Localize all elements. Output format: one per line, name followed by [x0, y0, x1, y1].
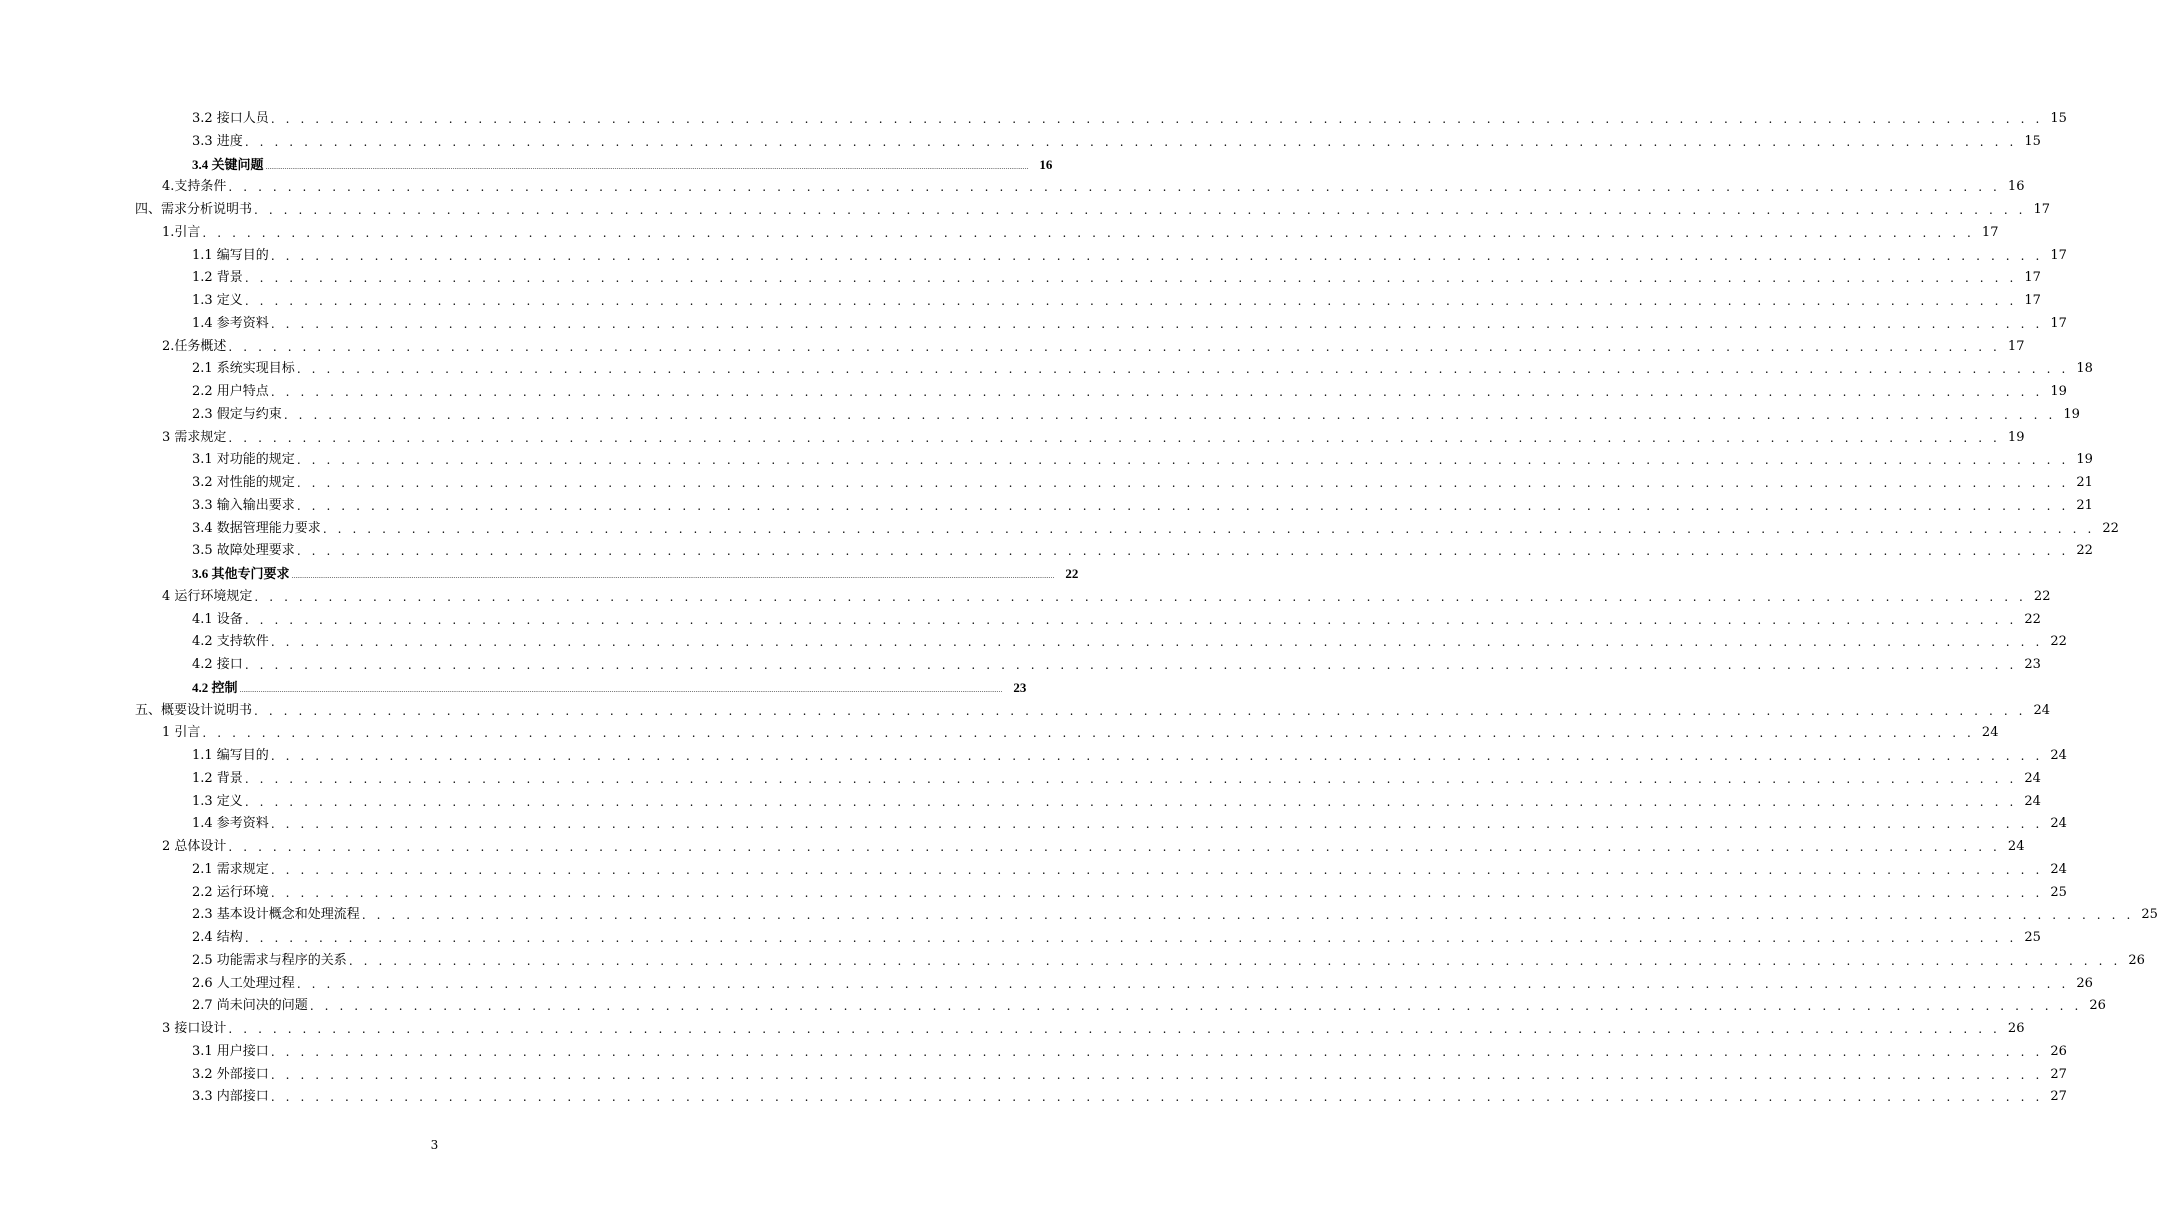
toc-entry-page-number: 22 [2033, 588, 2051, 604]
toc-entry[interactable] [162, 221, 1999, 241]
toc-dot-leader: . . . . . . . . . . . . . . . . . . . . . . . . . . . . . . . . . . . . . . . . . . . . . . . . . . . . . . . . . . . . . . . . . . . . . . . . . . . . . . . . . . . . . . . . . . . . . . . . . . . . . . . . . . . . . . . . . . . . . . . . [254, 703, 2027, 718]
toc-entry-page-number: 26 [2076, 975, 2093, 991]
toc-entry-label: 4.支持条件 [162, 179, 227, 195]
toc-entry[interactable] [192, 653, 2041, 673]
toc-entry[interactable] [192, 494, 2093, 514]
toc-dot-leader: . . . . . . . . . . . . . . . . . . . . . . . . . . . . . . . . . . . . . . . . . . . . . . . . . . . . . . . . . . . . . . . . . . . . . . . . . . . . . . . . . . . . . . . . . . . . . . . . . . . . . . . . . . . . . . . . . . . . . . . . [296, 362, 2069, 377]
toc-dot-leader: . . . . . . . . . . . . . . . . . . . . . . . . . . . . . . . . . . . . . . . . . . . . . . . . . . . . . . . . . . . . . . . . . . . . . . . . . . . . . . . . . . . . . . . . . . . . . . . . . . . . . . . . . . . . . . . . . . . . . . . . [270, 112, 2043, 126]
toc-entry[interactable] [192, 244, 2067, 264]
toc-entry[interactable] [192, 744, 2067, 764]
toc-entry[interactable] [192, 676, 1027, 696]
toc-entry-label: 3.4 数据管理能力要求 [192, 520, 321, 536]
toc-entry-label: 1.4 参考资料 [192, 816, 269, 832]
toc-entry-page-number: 15 [2024, 133, 2041, 149]
toc-entry-label: 四、需求分析说明书 [135, 202, 253, 217]
toc-entry-page-number: 26 [2089, 998, 2106, 1014]
toc-entry-label: 2.3 基本设计概念和处理流程 [192, 907, 360, 923]
toc-dot-leader: . . . . . . . . . . . . . . . . . . . . . . . . . . . . . . . . . . . . . . . . . . . . . . . . . . . . . . . . . . . . . . . . . . . . . . . . . . . . . . . . . . . . . . . . . . . . . . . . . . . . . . . . . . . . . . . . . . . . . . . . [348, 953, 2121, 968]
toc-entry-page-number: 24 [2033, 702, 2051, 718]
toc-entry[interactable] [192, 1085, 2067, 1105]
toc-entry[interactable] [192, 1040, 2067, 1060]
toc-dot-leader: . . . . . . . . . . . . . . . . . . . . . . . . . . . . . . . . . . . . . . . . . . . . . . . . . . . . . . . . . . . . . . . . . . . . . . . . . . . . . . . . . . . . . . . . . . . . . . . . . . . . . . . . . . . . . . . . . . . . . . . . [283, 407, 2056, 422]
toc-entry-page-number: 21 [2076, 475, 2093, 490]
toc-entry-page-number: 26 [2128, 952, 2145, 968]
toc-entry[interactable] [192, 1063, 2067, 1083]
toc-entry[interactable] [135, 699, 2051, 719]
toc-entry-label: 2.3 假定与约束 [192, 406, 282, 422]
toc-dot-leader: . . . . . . . . . . . . . . . . . . . . . . . . . . . . . . . . . . . . . . . . . . . . . . . . . . . . . . . . . . . . . . . . . . . . . . . . . . . . . . . . . . . . . . . . . . . . . . . . . . . . . . . . . . . . . . . . . . . . . . . . [270, 316, 2043, 331]
toc-entry-page-number: 19 [2076, 452, 2093, 468]
toc-entry-page-number: 27 [2050, 1089, 2067, 1105]
toc-entry-page-number: 24 [2050, 816, 2067, 832]
toc-entry[interactable] [192, 517, 2119, 537]
toc-entry[interactable] [192, 403, 2080, 423]
toc-entry-label: 1.1 编写目的 [192, 247, 269, 263]
toc-entry[interactable] [162, 426, 2025, 446]
toc-entry-page-number: 23 [1013, 679, 1027, 695]
toc-entry-page-number: 18 [2076, 361, 2093, 377]
toc-entry[interactable] [192, 107, 2067, 127]
toc-dot-leader: . . . . . . . . . . . . . . . . . . . . . . . . . . . . . . . . . . . . . . . . . . . . . . . . . . . . . . . . . . . . . . . . . . . . . . . . . . . . . . . . . . . . . . . . . . . . . . . . . . . . . . . . . . . . . . . . . . . . . . . . [270, 749, 2043, 763]
toc-entry[interactable] [192, 858, 2067, 878]
toc-entry-page-number: 24 [2007, 839, 2025, 854]
toc-dot-leader: . . . . . . . . . . . . . . . . . . . . . . . . . . . . . . . . . . . . . . . . . . . . . . . . . . . . . . . . . . . . . . . . . . . . . . . . . . . . . . . . . . . . . . . . . . . . . . . . . . . . . . . . . . . . . . . . . . . . . . . . [309, 999, 2082, 1014]
toc-entry-label: 2.6 人工处理过程 [192, 975, 295, 991]
toc-entry[interactable] [192, 289, 2041, 309]
toc-entry-label: 3.2 对性能的规定 [192, 475, 295, 490]
toc-entry[interactable] [192, 926, 2041, 946]
toc-dot-leader: . . . . . . . . . . . . . . . . . . . . . . . . . . . . . . . . . . . . . . . . . . . . . . . . . . . . . . . . . . . . . . . . . . . . . . . . . . . . . . . . . . . . . . . . . . . . . . . . . . . . . . . . . . . . . . . . . . . . . . . . [228, 840, 2001, 854]
toc-entry-page-number: 15 [2050, 111, 2067, 126]
toc-dot-leader: . . . . . . . . . . . . . . . . . . . . . . . . . . . . . . . . . . . . . . . . . . . . . . . . . . . . . . . . . . . . . . . . . . . . . . . . . . . . . . . . . . . . . . . . . . . . . . . . . . . . . . . . . . . . . . . . . . . . . . . . [270, 817, 2043, 832]
toc-entry-page-number: 19 [2050, 384, 2067, 399]
toc-dot-leader: . . . . . . . . . . . . . . . . . . . . . . . . . . . . . . . . . . . . . . . . . . . . . . . . . . . . . . . . . . . . . . . . . . . . . . . . . . . . . . . . . . . . . . . . . . . . . . . . . . . . . . . . . . . . . . . . . . . . . . . . [296, 544, 2069, 559]
toc-entry-page-number: 16 [2007, 179, 2025, 195]
toc-entry-page-number: 17 [2050, 315, 2067, 331]
toc-dot-leader: . . . . . . . . . . . . . . . . . . . . . . . . . . . . . . . . . . . . . . . . . . . . . . . . . . . . . . . . . . . . . . . . . . . . . . . . . . . . . . . . . . . . . . . . . . . . . . . . . . . . . . . . . . . . . . . . . . . . . . . . [270, 248, 2043, 263]
toc-dot-leader: . . . . . . . . . . . . . . . . . . . . . . . . . . . . . . . . . . . . . . . . . . . . . . . . . . . . . . . . . . . . . . . . . . . . . . . . . . . . . . . . . . . . . . . . . . . . . . . . . . . . . . . . . . . . . . . . . . . . . . . . [244, 931, 2017, 945]
toc-entry-page-number: 16 [1039, 156, 1053, 172]
toc-dot-leader: . . . . . . . . . . . . . . . . . . . . . . . . . . . . . . . . . . . . . . . . . . . . . . . . . . . . . . . . . . . . . . . . . . . . . . . . . . . . . . . . . . . . . . . . . . . . . . . . . . . . . . . . . . . . . . . . . . . . . . . . [244, 771, 2017, 786]
toc-dot-leader: . . . . . . . . . . . . . . . . . . . . . . . . . . . . . . . . . . . . . . . . . . . . . . . . . . . . . . . . . . . . . . . . . . . . . . . . . . . . . . . . . . . . . . . . . . . . . . . . . . . . . . . . . . . . . . . . . . . . . . . . [270, 1044, 2043, 1059]
toc-entry-label: 3.1 用户接口 [192, 1043, 269, 1059]
toc-entry-label: 3.3 内部接口 [192, 1089, 269, 1105]
toc-entry[interactable] [192, 630, 2067, 650]
toc-entry-label: 3.5 故障处理要求 [192, 543, 295, 559]
toc-entry-page-number: 22 [1065, 566, 1079, 581]
toc-entry-label: 2.5 功能需求与程序的关系 [192, 952, 347, 968]
toc-entry[interactable] [192, 881, 2067, 901]
toc-entry-label: 2.4 结构 [192, 930, 243, 945]
toc-entry-label: 1.引言 [162, 224, 201, 240]
toc-dot-leader: . . . . . . . . . . . . . . . . . . . . . . . . . . . . . . . . . . . . . . . . . . . . . . . . . . . . . . . . . . . . . . . . . . . . . . . . . . . . . . . . . . . . . . . . . . . . . . . . . . . . . . . . . . . . . . . . . . . . . . . . [270, 1067, 2043, 1082]
toc-dot-leader: . . . . . . . . . . . . . . . . . . . . . . . . . . . . . . . . . . . . . . . . . . . . . . . . . . . . . . . . . . . . . . . . . . . . . . . . . . . . . . . . . . . . . . . . . . . . . . . . . . . . . . . . . . . . . . . . . . . . . . . . [270, 862, 2043, 877]
toc-dot-leader: . . . . . . . . . . . . . . . . . . . . . . . . . . . . . . . . . . . . . . . . . . . . . . . . . . . . . . . . . . . . . . . . . . . . . . . . . . . . . . . . . . . . . . . . . . . . . . . . . . . . . . . . . . . . . . . . . . . . . . . . [296, 498, 2069, 513]
toc-dot-leader: . . . . . . . . . . . . . . . . . . . . . . . . . . . . . . . . . . . . . . . . . . . . . . . . . . . . . . . . . . . . . . . . . . . . . . . . . . . . . . . . . . . . . . . . . . . . . . . . . . . . . . . . . . . . . . . . . . . . . . . . [228, 180, 2001, 195]
toc-entry-label: 1.3 定义 [192, 293, 243, 308]
toc-entry-label: 五、概要设计说明书 [135, 702, 253, 718]
toc-dot-leader: . . . . . . . . . . . . . . . . . . . . . . . . . . . . . . . . . . . . . . . . . . . . . . . . . . . . . . . . . . . . . . . . . . . . . . . . . . . . . . . . . . . . . . . . . . . . . . . . . . . . . . . . . . . . . . . . . . . . . . . . [270, 885, 2043, 900]
toc-dot-leader: . . . . . . . . . . . . . . . . . . . . . . . . . . . . . . . . . . . . . . . . . . . . . . . . . . . . . . . . . . . . . . . . . . . . . . . . . . . . . . . . . . . . . . . . . . . . . . . . . . . . . . . . . . . . . . . . . . . . . . . . [270, 385, 2043, 399]
toc-entry-label: 2.1 系统实现目标 [192, 361, 295, 377]
toc-entry-page-number: 24 [2050, 861, 2067, 877]
toc-entry-label: 2 总体设计 [162, 839, 227, 854]
toc-entry-page-number: 24 [1981, 725, 1999, 741]
toc-entry-label: 3 接口设计 [162, 1021, 227, 1036]
toc-entry-page-number: 24 [2050, 748, 2067, 763]
page-number: 3 [430, 1138, 439, 1152]
toc-dot-leader: ................................................................................................................................................................................................................................................................................................................................................................................................................ [239, 686, 1003, 694]
toc-entry-label: 1.2 背景 [192, 770, 243, 786]
toc-dot-leader: . . . . . . . . . . . . . . . . . . . . . . . . . . . . . . . . . . . . . . . . . . . . . . . . . . . . . . . . . . . . . . . . . . . . . . . . . . . . . . . . . . . . . . . . . . . . . . . . . . . . . . . . . . . . . . . . . . . . . . . . [270, 635, 2043, 650]
toc-entry[interactable] [192, 153, 1053, 173]
toc-entry[interactable] [162, 335, 2025, 355]
toc-entry-page-number: 22 [2050, 634, 2067, 650]
toc-entry-page-number: 17 [2033, 202, 2051, 217]
toc-entry[interactable] [192, 994, 2106, 1014]
toc-entry-page-number: 17 [2024, 293, 2041, 308]
toc-entry-label: 2.任务概述 [162, 338, 227, 354]
toc-entry[interactable] [162, 585, 2051, 605]
toc-entry[interactable] [192, 266, 2041, 286]
toc-entry-page-number: 26 [2050, 1043, 2067, 1059]
toc-entry-label: 1.2 背景 [192, 270, 243, 286]
toc-dot-leader: . . . . . . . . . . . . . . . . . . . . . . . . . . . . . . . . . . . . . . . . . . . . . . . . . . . . . . . . . . . . . . . . . . . . . . . . . . . . . . . . . . . . . . . . . . . . . . . . . . . . . . . . . . . . . . . . . . . . . . . . [244, 294, 2017, 308]
toc-dot-leader: ................................................................................................................................................................................................................................................................................................................................................................................................................ [291, 573, 1055, 580]
toc-entry-label: 3 需求规定 [162, 429, 227, 445]
toc-dot-leader: . . . . . . . . . . . . . . . . . . . . . . . . . . . . . . . . . . . . . . . . . . . . . . . . . . . . . . . . . . . . . . . . . . . . . . . . . . . . . . . . . . . . . . . . . . . . . . . . . . . . . . . . . . . . . . . . . . . . . . . . [202, 225, 1975, 240]
toc-entry[interactable] [192, 790, 2041, 810]
toc-dot-leader: . . . . . . . . . . . . . . . . . . . . . . . . . . . . . . . . . . . . . . . . . . . . . . . . . . . . . . . . . . . . . . . . . . . . . . . . . . . . . . . . . . . . . . . . . . . . . . . . . . . . . . . . . . . . . . . . . . . . . . . . [202, 726, 1975, 741]
toc-entry[interactable] [162, 721, 1999, 741]
toc-entry-label: 1.1 编写目的 [192, 748, 269, 763]
toc-entry-label: 3.6 其他专门要求 [192, 566, 290, 581]
toc-entry[interactable] [192, 949, 2145, 969]
toc-entry-page-number: 19 [2007, 429, 2025, 445]
toc-dot-leader: . . . . . . . . . . . . . . . . . . . . . . . . . . . . . . . . . . . . . . . . . . . . . . . . . . . . . . . . . . . . . . . . . . . . . . . . . . . . . . . . . . . . . . . . . . . . . . . . . . . . . . . . . . . . . . . . . . . . . . . . [270, 1090, 2043, 1105]
toc-dot-leader: . . . . . . . . . . . . . . . . . . . . . . . . . . . . . . . . . . . . . . . . . . . . . . . . . . . . . . . . . . . . . . . . . . . . . . . . . . . . . . . . . . . . . . . . . . . . . . . . . . . . . . . . . . . . . . . . . . . . . . . . [228, 339, 2001, 354]
toc-entry-page-number: 25 [2024, 930, 2041, 945]
toc-entry-label: 1.3 定义 [192, 793, 243, 809]
toc-entry-label: 4.1 设备 [192, 611, 243, 627]
toc-entry-label: 3.1 对功能的规定 [192, 452, 295, 468]
toc-entry[interactable] [162, 175, 2025, 195]
toc-entry[interactable] [192, 767, 2041, 787]
toc-dot-leader: . . . . . . . . . . . . . . . . . . . . . . . . . . . . . . . . . . . . . . . . . . . . . . . . . . . . . . . . . . . . . . . . . . . . . . . . . . . . . . . . . . . . . . . . . . . . . . . . . . . . . . . . . . . . . . . . . . . . . . . . [296, 453, 2069, 468]
toc-dot-leader: ................................................................................................................................................................................................................................................................................................................................................................................................................ [265, 163, 1029, 171]
toc-dot-leader: . . . . . . . . . . . . . . . . . . . . . . . . . . . . . . . . . . . . . . . . . . . . . . . . . . . . . . . . . . . . . . . . . . . . . . . . . . . . . . . . . . . . . . . . . . . . . . . . . . . . . . . . . . . . . . . . . . . . . . . . [296, 476, 2069, 490]
toc-entry[interactable] [192, 471, 2093, 491]
toc-dot-leader: . . . . . . . . . . . . . . . . . . . . . . . . . . . . . . . . . . . . . . . . . . . . . . . . . . . . . . . . . . . . . . . . . . . . . . . . . . . . . . . . . . . . . . . . . . . . . . . . . . . . . . . . . . . . . . . . . . . . . . . . [361, 908, 2134, 923]
toc-entry[interactable] [192, 130, 2041, 150]
toc-entry-page-number: 25 [2050, 884, 2067, 900]
toc-entry-label: 3.3 输入输出要求 [192, 497, 295, 513]
toc-entry[interactable] [192, 380, 2067, 400]
toc-dot-leader: . . . . . . . . . . . . . . . . . . . . . . . . . . . . . . . . . . . . . . . . . . . . . . . . . . . . . . . . . . . . . . . . . . . . . . . . . . . . . . . . . . . . . . . . . . . . . . . . . . . . . . . . . . . . . . . . . . . . . . . . [244, 612, 2017, 627]
toc-dot-leader: . . . . . . . . . . . . . . . . . . . . . . . . . . . . . . . . . . . . . . . . . . . . . . . . . . . . . . . . . . . . . . . . . . . . . . . . . . . . . . . . . . . . . . . . . . . . . . . . . . . . . . . . . . . . . . . . . . . . . . . . [228, 430, 2001, 445]
toc-entry-page-number: 27 [2050, 1066, 2067, 1082]
toc-entry-label: 4.2 控制 [192, 679, 238, 695]
toc-entry-page-number: 25 [2141, 907, 2158, 923]
toc-entry-page-number: 17 [1981, 224, 1999, 240]
toc-dot-leader: . . . . . . . . . . . . . . . . . . . . . . . . . . . . . . . . . . . . . . . . . . . . . . . . . . . . . . . . . . . . . . . . . . . . . . . . . . . . . . . . . . . . . . . . . . . . . . . . . . . . . . . . . . . . . . . . . . . . . . . . [244, 658, 2017, 672]
toc-dot-leader: . . . . . . . . . . . . . . . . . . . . . . . . . . . . . . . . . . . . . . . . . . . . . . . . . . . . . . . . . . . . . . . . . . . . . . . . . . . . . . . . . . . . . . . . . . . . . . . . . . . . . . . . . . . . . . . . . . . . . . . . [322, 521, 2095, 536]
toc-entry-label: 2.1 需求规定 [192, 861, 269, 877]
toc-entry[interactable] [192, 812, 2067, 832]
toc-entry[interactable] [192, 448, 2093, 468]
toc-dot-leader: . . . . . . . . . . . . . . . . . . . . . . . . . . . . . . . . . . . . . . . . . . . . . . . . . . . . . . . . . . . . . . . . . . . . . . . . . . . . . . . . . . . . . . . . . . . . . . . . . . . . . . . . . . . . . . . . . . . . . . . . [244, 271, 2017, 286]
toc-entry-page-number: 22 [2076, 543, 2093, 559]
toc-entry-label: 3.2 外部接口 [192, 1066, 269, 1082]
toc-entry-label: 2.2 用户特点 [192, 384, 269, 399]
toc-entry-page-number: 21 [2076, 497, 2093, 513]
toc-entry-label: 3.3 进度 [192, 133, 243, 149]
toc-entry[interactable] [162, 835, 2025, 855]
toc-entry[interactable] [192, 539, 2093, 559]
toc-entry-page-number: 19 [2063, 406, 2080, 422]
toc-entry-page-number: 17 [2024, 270, 2041, 286]
toc-entry[interactable] [135, 198, 2051, 218]
toc-dot-leader: . . . . . . . . . . . . . . . . . . . . . . . . . . . . . . . . . . . . . . . . . . . . . . . . . . . . . . . . . . . . . . . . . . . . . . . . . . . . . . . . . . . . . . . . . . . . . . . . . . . . . . . . . . . . . . . . . . . . . . . . [254, 203, 2027, 217]
toc-dot-leader: . . . . . . . . . . . . . . . . . . . . . . . . . . . . . . . . . . . . . . . . . . . . . . . . . . . . . . . . . . . . . . . . . . . . . . . . . . . . . . . . . . . . . . . . . . . . . . . . . . . . . . . . . . . . . . . . . . . . . . . . [244, 794, 2017, 809]
toc-entry-page-number: 22 [2102, 520, 2119, 536]
toc-entry-page-number: 17 [2050, 247, 2067, 263]
toc-entry-page-number: 17 [2007, 338, 2025, 354]
toc-dot-leader: . . . . . . . . . . . . . . . . . . . . . . . . . . . . . . . . . . . . . . . . . . . . . . . . . . . . . . . . . . . . . . . . . . . . . . . . . . . . . . . . . . . . . . . . . . . . . . . . . . . . . . . . . . . . . . . . . . . . . . . . [254, 589, 2027, 604]
toc-entry-label: 2.2 运行环境 [192, 884, 269, 900]
toc-entry-page-number: 23 [2024, 657, 2041, 672]
toc-entry[interactable] [192, 903, 2158, 923]
toc-entry-page-number: 24 [2024, 770, 2041, 786]
toc-entry-page-number: 24 [2024, 793, 2041, 809]
toc-entry-label: 3.2 接口人员 [192, 111, 269, 126]
toc-dot-leader: . . . . . . . . . . . . . . . . . . . . . . . . . . . . . . . . . . . . . . . . . . . . . . . . . . . . . . . . . . . . . . . . . . . . . . . . . . . . . . . . . . . . . . . . . . . . . . . . . . . . . . . . . . . . . . . . . . . . . . . . [228, 1022, 2001, 1036]
toc-entry[interactable] [162, 1017, 2025, 1037]
toc-entry[interactable] [192, 312, 2067, 332]
toc-entry[interactable] [192, 562, 1079, 582]
toc-entry-label: 4.2 支持软件 [192, 634, 269, 650]
toc-dot-leader: . . . . . . . . . . . . . . . . . . . . . . . . . . . . . . . . . . . . . . . . . . . . . . . . . . . . . . . . . . . . . . . . . . . . . . . . . . . . . . . . . . . . . . . . . . . . . . . . . . . . . . . . . . . . . . . . . . . . . . . . [296, 976, 2069, 991]
toc-entry-page-number: 26 [2007, 1021, 2025, 1036]
toc-entry[interactable] [192, 608, 2041, 628]
toc-dot-leader: . . . . . . . . . . . . . . . . . . . . . . . . . . . . . . . . . . . . . . . . . . . . . . . . . . . . . . . . . . . . . . . . . . . . . . . . . . . . . . . . . . . . . . . . . . . . . . . . . . . . . . . . . . . . . . . . . . . . . . . . [244, 134, 2017, 149]
toc-entry[interactable] [192, 972, 2093, 992]
toc-entry-label: 4.2 接口 [192, 657, 243, 672]
toc-entry[interactable] [192, 357, 2093, 377]
toc-entry-label: 4 运行环境规定 [162, 588, 253, 604]
toc-entry-page-number: 22 [2024, 611, 2041, 627]
toc-entry-label: 1 引言 [162, 725, 201, 741]
toc-entry-label: 3.4 关键问题 [192, 156, 264, 172]
toc-entry-label: 2.7 尚未问决的问题 [192, 998, 308, 1014]
toc-entry-label: 1.4 参考资料 [192, 315, 269, 331]
